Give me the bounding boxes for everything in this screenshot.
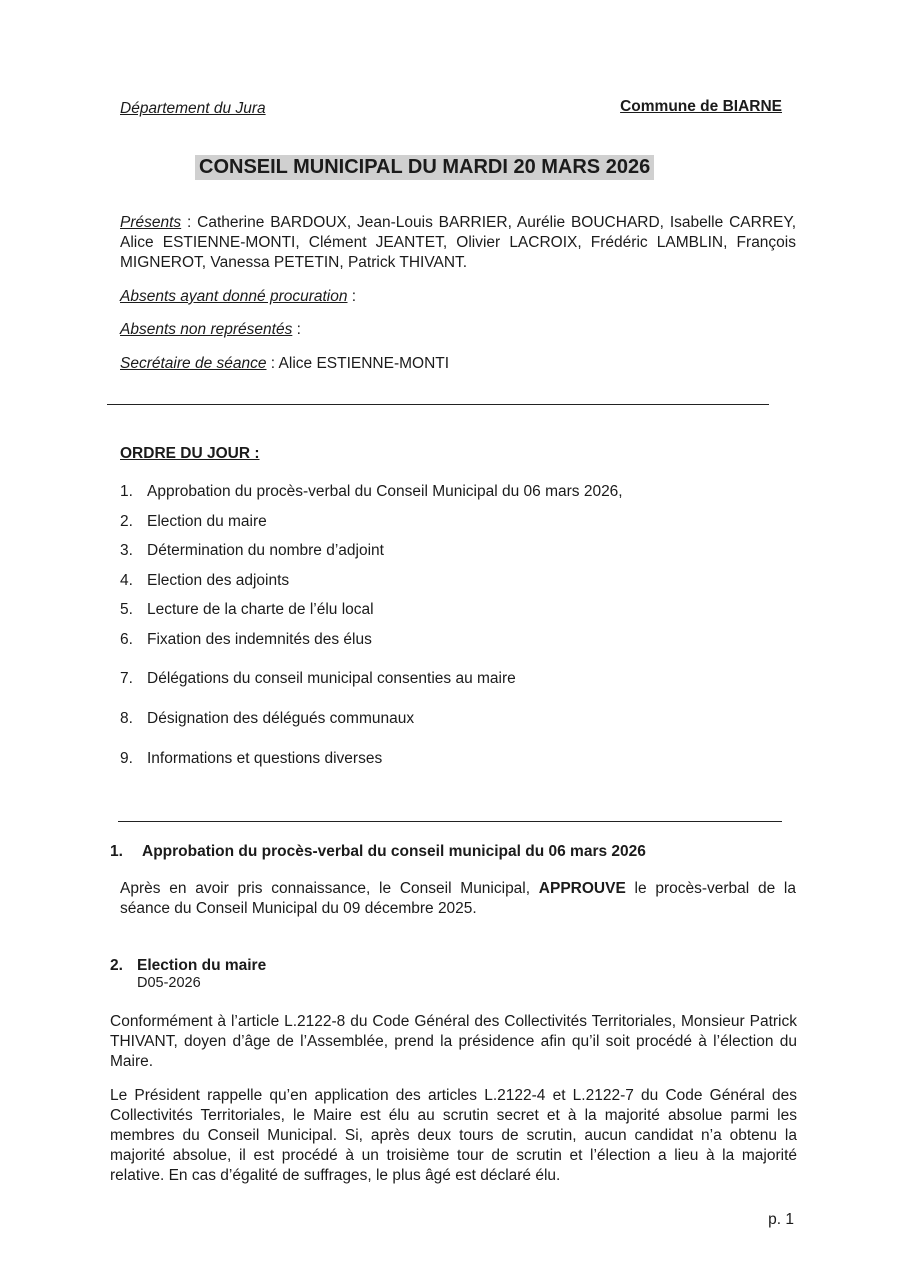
secretaire-label: Secrétaire de séance bbox=[120, 355, 267, 372]
presents-paragraph bbox=[120, 213, 796, 273]
agenda-item: 5. Lecture de la charte de l’élu local bbox=[120, 601, 374, 618]
absents-non-representes-label: Absents non représentés bbox=[120, 321, 293, 338]
agenda-item: 1. Approbation du procès-verbal du Conseil Municipal du 06 mars 2026, bbox=[120, 483, 623, 500]
commune-label: Commune de BIARNE bbox=[620, 98, 782, 115]
agenda-item: 7. Délégations du conseil municipal consenties au maire bbox=[120, 670, 516, 687]
divider-bottom bbox=[118, 821, 782, 822]
absents-procuration-value: : bbox=[347, 288, 357, 305]
section-2-paragraph-2: Le Président rappelle qu’en application des articles L.2122-4 et L.2122-7 du Code Général des Collectivités Territoriales, le Maire est élu au scrutin secret et à la majorité absolue parmi les membres du Conseil Municipal. Si, après deux tours de scrutin, aucun candidat n’a obtenu la majorité absolue, il est procédé à un troisième tour de scrutin et l’élection a lieu à la majorité relative. En cas d’égalité de suffrages, le plus âgé est déclaré élu. bbox=[110, 1087, 797, 1184]
absents-procuration bbox=[120, 288, 356, 306]
agenda-item: 6. Fixation des indemnités des élus bbox=[120, 631, 372, 648]
agenda-item: 8. Désignation des délégués communaux bbox=[120, 710, 415, 727]
presents-label: Présents bbox=[120, 214, 182, 231]
section-2-paragraph-1: Conformément à l’article L.2122-8 du Code Général des Collectivités Territoriales, Monsieur Patrick THIVANT, doyen d’âge de l’Assemblée, prend la présidence afin qu’il soit procédé à l’élection du Maire. bbox=[110, 1013, 797, 1070]
agenda-item: 2. Election du maire bbox=[120, 513, 267, 530]
page-title: CONSEIL MUNICIPAL DU MARDI 20 MARS 2026 bbox=[195, 155, 654, 180]
page-number: p. 1 bbox=[768, 1211, 794, 1228]
absents-procuration-label: Absents ayant donné procuration bbox=[120, 288, 348, 305]
section-1-text: Après en avoir pris connaissance, le Conseil Municipal, APPROUVE le procès-verbal de la séance du Conseil Municipal du 09 décembre 2025. bbox=[120, 880, 796, 917]
secretaire-seance bbox=[120, 355, 449, 373]
agenda-item: 9. Informations et questions diverses bbox=[120, 750, 383, 767]
section-2-title: 2. Election du maire bbox=[110, 957, 267, 974]
agenda-item: 3. Détermination du nombre d’adjoint bbox=[120, 542, 384, 559]
absents-non-representes-value: : bbox=[292, 321, 301, 338]
deliberation-ref: D05-2026 bbox=[137, 975, 201, 991]
section-1-title: 1. Approbation du procès-verbal du conseil municipal du 06 mars 2026 bbox=[110, 843, 646, 860]
absents-non-representes bbox=[120, 321, 301, 339]
presents-list: : Catherine BARDOUX, Jean-Louis BARRIER, Aurélie BOUCHARD, Isabelle CARREY, Alice ESTIENNE-MONTI, Clément JEANTET, Olivier LACROIX, Frédéric LAMBLIN, François MIGNEROT, Vanessa PETETIN, Patrick THIVANT. bbox=[120, 214, 796, 271]
agenda-title: ORDRE DU JOUR : bbox=[120, 445, 260, 462]
divider-top bbox=[107, 404, 769, 405]
agenda-item: 4. Election des adjoints bbox=[120, 572, 290, 589]
secretaire-value: : Alice ESTIENNE-MONTI bbox=[266, 355, 450, 372]
departement-label: Département du Jura bbox=[120, 100, 266, 117]
